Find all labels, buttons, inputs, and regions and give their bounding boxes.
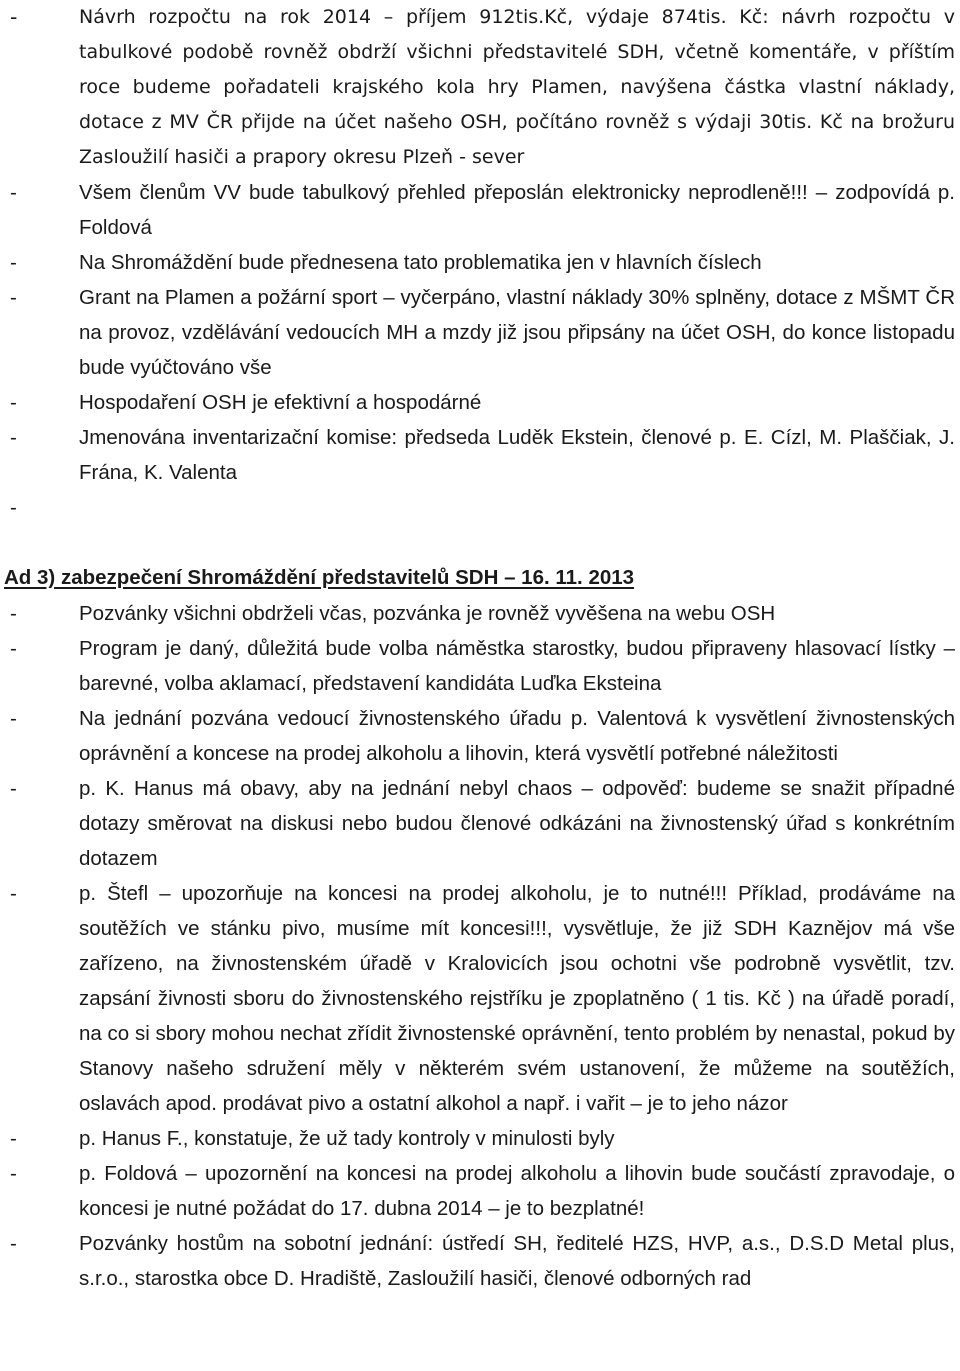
bullet-dash: - [10,1232,17,1255]
list-item-text: p. K. Hanus má obavy, aby na jednání nebyl chaos – odpověď: budeme se snažit případné dotazy směrovat na diskusi nebo budou členové odkázáni na živnostenský úřad s konkrétním dotazem [79,777,955,870]
bullet-dash: - [10,426,17,449]
list-item [0,596,960,631]
bullet-dash: - [10,251,17,274]
list-item-text: Návrh rozpočtu na rok 2014 – příjem 912tis.Kč, výdaje 874tis. Kč: návrh rozpočtu v tabulkové podobě rovněž obdrží všichni představitelé SDH, včetně komentáře, v příštím roce budeme pořadateli krajského kola hry Plamen, navýšena částka vlastní náklady, dotace z MV ČR přijde na účet našeho OSH, počítáno rovněž s výdaji 30tis. Kč na brožuru Zasloužilí hasiči a prapory okresu Plzeň - sever [79,6,955,168]
bullet-dash: - [10,707,17,730]
list-item [0,1156,960,1226]
list-item [0,420,960,490]
list-item [0,0,960,175]
bullet-dash: - [10,286,17,309]
bullet-dash: - [10,5,18,29]
bullet-dash: - [10,602,17,625]
list-item-text: p. Hanus F., konstatuje, že už tady kontroly v minulosti byly [79,1127,615,1150]
list-item [0,245,960,280]
list-item [0,280,960,385]
list-item-text: Program je daný, důležitá bude volba náměstka starostky, budou připraveny hlasovací lístky – barevné, volba aklamací, představení kandidáta Luďka Eksteina [79,637,955,695]
list-item-text: Na jednání pozvána vedoucí živnostenského úřadu p. Valentová k vysvětlení živnostenských oprávnění a koncese na prodej alkoholu a lihovin, která vysvětlí potřebné náležitosti [79,707,955,765]
bullet-dash: - [10,777,17,800]
list-item-text: Jmenována inventarizační komise: předseda Luděk Ekstein, členové p. E. Cízl, M. Plaščiak, J. Frána, K. Valenta [79,426,955,484]
list-item [0,385,960,420]
list-item-text: p. Foldová – upozornění na koncesi na prodej alkoholu a lihovin bude součástí zpravodaje, o koncesi je nutné požádat do 17. dubna 2014 – je to bezplatné! [79,1162,955,1220]
bullet-dash: - [10,181,17,204]
list-item-text: Pozvánky všichni obdrželi včas, pozvánka je rovněž vyvěšena na webu OSH [79,602,776,625]
list-item [0,701,960,771]
list-item [0,175,960,245]
section-heading: Ad 3) zabezpečení Shromáždění představitelů SDH – 16. 11. 2013 [4,566,635,589]
bullet-list-bottom [0,596,960,1296]
list-item-text: Pozvánky hostům na sobotní jednání: ústředí SH, ředitelé HZS, HVP, a.s., D.S.D Metal plus, s.r.o., starostka obce D. Hradiště, Zasloužilí hasiči, členové odborných rad [79,1232,955,1290]
list-item [0,771,960,876]
list-item [0,1121,960,1156]
list-item-empty [0,490,960,525]
list-item [0,876,960,1121]
bullet-dash: - [10,1127,17,1150]
bullet-dash: - [10,637,17,660]
list-item [0,1226,960,1296]
list-item-text: Hospodaření OSH je efektivní a hospodárné [79,391,482,414]
bullet-dash: - [10,882,17,905]
bullet-dash: - [10,496,17,519]
list-item [0,631,960,701]
list-item-text: Grant na Plamen a požární sport – vyčerpáno, vlastní náklady 30% splněny, dotace z MŠMT ČR na provoz, vzdělávání vedoucích MH a mzdy již jsou připsány na účet OSH, do konce listopadu bude vyúčtováno vše [79,286,955,379]
list-item-text: Na Shromáždění bude přednesena tato problematika jen v hlavních číslech [79,251,762,274]
list-item-text: Všem členům VV bude tabulkový přehled přeposlán elektronicky neprodleně!!! – zodpovídá p. Foldová [79,181,955,239]
list-item-text: p. Štefl – upozorňuje na koncesi na prodej alkoholu, je to nutné!!! Příklad, prodáváme na soutěžích ve stánku pivo, musíme mít koncesi!!!, vysvětluje, že již SDH Kaznějov má vše zařízeno, na živnostenském úřadě v Kralovicích jsou ochotni vše podrobně vysvětlit, tzv. zapsání živnosti sboru do živnostenského rejstříku je zpoplatněno ( 1 tis. Kč ) na úřadě poradí, na co si sbory mohou nechat zřídit živnostenské oprávnění, tento problém by nenastal, pokud by Stanovy našeho sdružení měly v některém svém ustanovení, že můžeme na soutěžích, oslavách apod. prodávat pivo a ostatní alkohol a např. i vařit – je to jeho názor [79,882,955,1115]
bullet-dash: - [10,391,17,414]
bullet-dash: - [10,1162,17,1185]
bullet-list-top [0,0,960,525]
